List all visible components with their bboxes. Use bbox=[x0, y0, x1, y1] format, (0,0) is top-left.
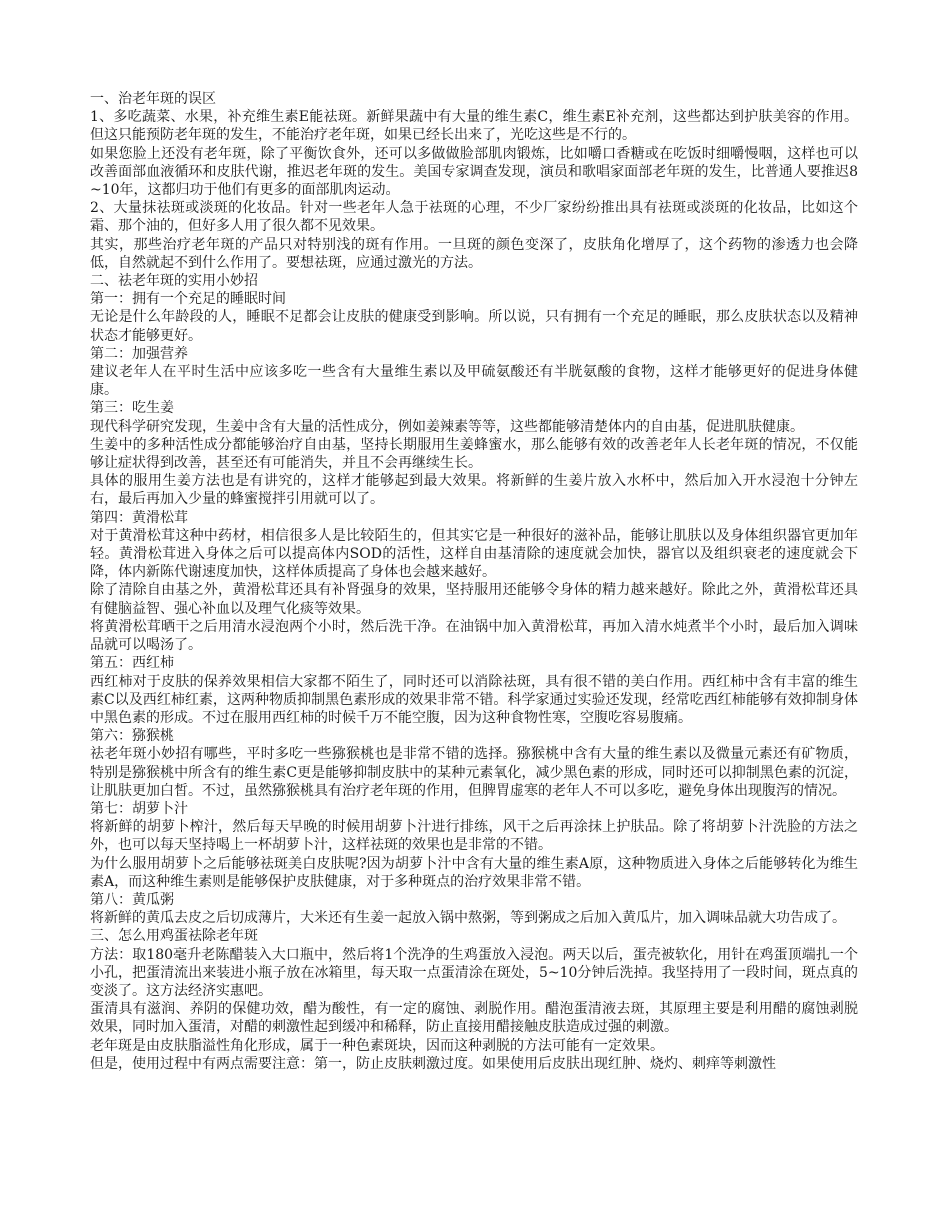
body-paragraph: 除了清除自由基之外，黄滑松茸还具有补肾强身的效果，坚持服用还能够令身体的精力越来越好。除此之外，黄滑松茸还具有健脑益智、强心补血以及理气化痰等效果。 bbox=[90, 582, 858, 617]
section-heading: 第四：黄滑松茸 bbox=[90, 509, 188, 526]
section-heading: 三、怎么用鸡蛋祛除老年斑 bbox=[90, 928, 258, 945]
body-paragraph: 对于黄滑松茸这种中药材，相信很多人是比较陌生的，但其实它是一种很好的滋补品，能够让肌肤以及身体组织器官更加年轻。黄滑松茸进入身体之后可以提高体内SOD的活性，这样自由基清除的速度就会加快，器官以及组织衰老的速度就会下降，体内新陈代谢速度加快，这样体质提高了身体也会越来越好。 bbox=[90, 527, 858, 581]
body-paragraph: 其实，那些治疗老年斑的产品只对特别浅的斑有作用。一旦斑的颜色变深了，皮肤角化增厚了，这个药物的渗透力也会降低，自然就起不到什么作用了。要想祛斑，应通过激光的方法。 bbox=[90, 236, 858, 271]
section-heading: 第六：猕猴桃 bbox=[90, 728, 174, 745]
body-paragraph: 方法：取180毫升老陈醋装入大口瓶中，然后将1个洗净的生鸡蛋放入浸泡。两天以后，蛋壳被软化，用针在鸡蛋顶端扎一个小孔，把蛋清流出来装进小瓶子放在冰箱里，每天取一点蛋清涂在斑处，5~10分钟后洗掉。我坚持用了一段时间，斑点真的变淡了。这方法经济实惠吧。 bbox=[90, 946, 858, 999]
section-heading: 第五：西红柿 bbox=[90, 655, 174, 672]
body-paragraph: 建议老年人在平时生活中应该多吃一些含有大量维生素以及甲硫氨酸还有半胱氨酸的食物，这样才能够更好的促进身体健康。 bbox=[90, 364, 858, 399]
body-paragraph: 将新鲜的胡萝卜榨汁，然后每天早晚的时候用胡萝卜汁进行排练，风干之后再涂抹上护肤品。除了将胡萝卜汁洗脸的方法之外，也可以每天坚持喝上一杯胡萝卜汁，这样祛斑的效果也是非常的不错。 bbox=[90, 819, 858, 854]
body-paragraph: 为什么服用胡萝卜之后能够祛斑美白皮肤呢?因为胡萝卜汁中含有大量的维生素A原，这种物质进入身体之后能够转化为维生素A，而这种维生素则是能够保护皮肤健康，对于多种斑点的治疗效果非常不错。 bbox=[90, 855, 858, 890]
body-paragraph: 老年斑是由皮肤脂溢性角化形成，属于一种色素斑块，因而这种剥脱的方法可能有一定效果。 bbox=[90, 1037, 664, 1054]
body-paragraph: 1、多吃蔬菜、水果，补充维生素E能祛斑。新鲜果蔬中有大量的维生素C，维生素E补充剂，这些都达到护肤美容的作用。但这只能预防老年斑的发生，不能治疗老年斑，如果已经长出来了，光吃这些是不行的。 bbox=[90, 109, 858, 144]
section-heading: 第三：吃生姜 bbox=[90, 400, 174, 417]
body-paragraph: 但是，使用过程中有两点需要注意：第一，防止皮肤刺激过度。如果使用后皮肤出现红肿、烧灼、刺痒等刺激性 bbox=[90, 1055, 776, 1072]
section-heading: 第八：黄瓜粥 bbox=[90, 891, 174, 908]
section-heading: 一、治老年斑的误区 bbox=[90, 91, 216, 107]
body-paragraph: 无论是什么年龄段的人，睡眠不足都会让皮肤的健康受到影响。所以说，只有拥有一个充足的睡眠，那么皮肤状态以及精神状态才能够更好。 bbox=[90, 309, 858, 344]
body-paragraph: 蛋清具有滋润、养阴的保健功效，醋为酸性，有一定的腐蚀、剥脱作用。醋泡蛋清液去斑，其原理主要是利用醋的腐蚀剥脱效果，同时加入蛋清，对醋的刺激性起到缓冲和稀释，防止直接用醋接触皮肤造成过强的刺激。 bbox=[90, 1001, 858, 1036]
body-paragraph: 如果您脸上还没有老年斑，除了平衡饮食外，还可以多做做脸部肌肉锻炼，比如嚼口香糖或在吃饭时细嚼慢咽，这样也可以改善面部血液循环和皮肤代谢，推迟老年斑的发生。美国专家调查发现，演员和歌唱家面部老年斑的发生，比普通人要推迟8~10年，这都归功于他们有更多的面部肌肉运动。 bbox=[90, 145, 858, 199]
body-paragraph: 2、大量抹祛斑或淡斑的化妆品。针对一些老年人急于祛斑的心理，不少厂家纷纷推出具有祛斑或淡斑的化妆品，比如这个霜、那个油的，但好多人用了很久都不见效果。 bbox=[90, 200, 858, 235]
body-paragraph: 将黄滑松茸晒干之后用清水浸泡两个小时，然后洗干净。在油锅中加入黄滑松茸，再加入清水炖煮半个小时，最后加入调味品就可以喝汤了。 bbox=[90, 618, 858, 654]
body-paragraph: 祛老年斑小妙招有哪些，平时多吃一些猕猴桃也是非常不错的选择。猕猴桃中含有大量的维生素以及微量元素还有矿物质，特别是猕猴桃中所含有的维生素C更是能够抑制皮肤中的某种元素氧化，减少黑色素的形成，同时还可以抑制黑色素的沉淀，让肌肤更加白皙。不过，虽然猕猴桃具有治疗老年斑的作用，但脾胃虚寒的老年人不可以多吃，避免身体出现腹泻的情况。 bbox=[90, 746, 858, 799]
body-paragraph: 生姜中的多种活性成分都能够治疗自由基，坚持长期服用生姜蜂蜜水，那么能够有效的改善老年人长老年斑的情况，不仅能够让症状得到改善，甚至还有可能消失，并且不会再继续生长。 bbox=[90, 436, 858, 472]
section-heading: 第七：胡萝卜汁 bbox=[90, 800, 188, 817]
body-paragraph: 西红柿对于皮肤的保养效果相信大家都不陌生了，同时还可以消除祛斑，具有很不错的美白作用。西红柿中含有丰富的维生素C以及西红柿红素，这两种物质抑制黑色素形成的效果非常不错。科学家通过实验还发现，经常吃西红柿能够有效抑制身体中黑色素的形成。不过在服用西红柿的时候千万不能空腹，因为这种食物性寒，空腹吃容易腹痛。 bbox=[90, 673, 858, 726]
section-heading: 二、祛老年斑的实用小妙招 bbox=[90, 273, 258, 290]
body-paragraph: 现代科学研究发现，生姜中含有大量的活性成分，例如姜辣素等等，这些都能够清楚体内的自由基，促进肌肤健康。 bbox=[90, 418, 804, 435]
body-paragraph: 将新鲜的黄瓜去皮之后切成薄片，大米还有生姜一起放入锅中熬粥，等到粥成之后加入黄瓜片，加入调味品就大功告成了。 bbox=[90, 910, 846, 927]
section-heading: 第二：加强营养 bbox=[90, 345, 188, 362]
document-body bbox=[90, 90, 858, 1073]
body-paragraph: 具体的服用生姜方法也是有讲究的，这样才能够起到最大效果。将新鲜的生姜片放入水杯中，然后加入开水浸泡十分钟左右，最后再加入少量的蜂蜜搅拌引用就可以了。 bbox=[90, 473, 858, 508]
section-heading: 第一：拥有一个充足的睡眠时间 bbox=[90, 291, 286, 308]
